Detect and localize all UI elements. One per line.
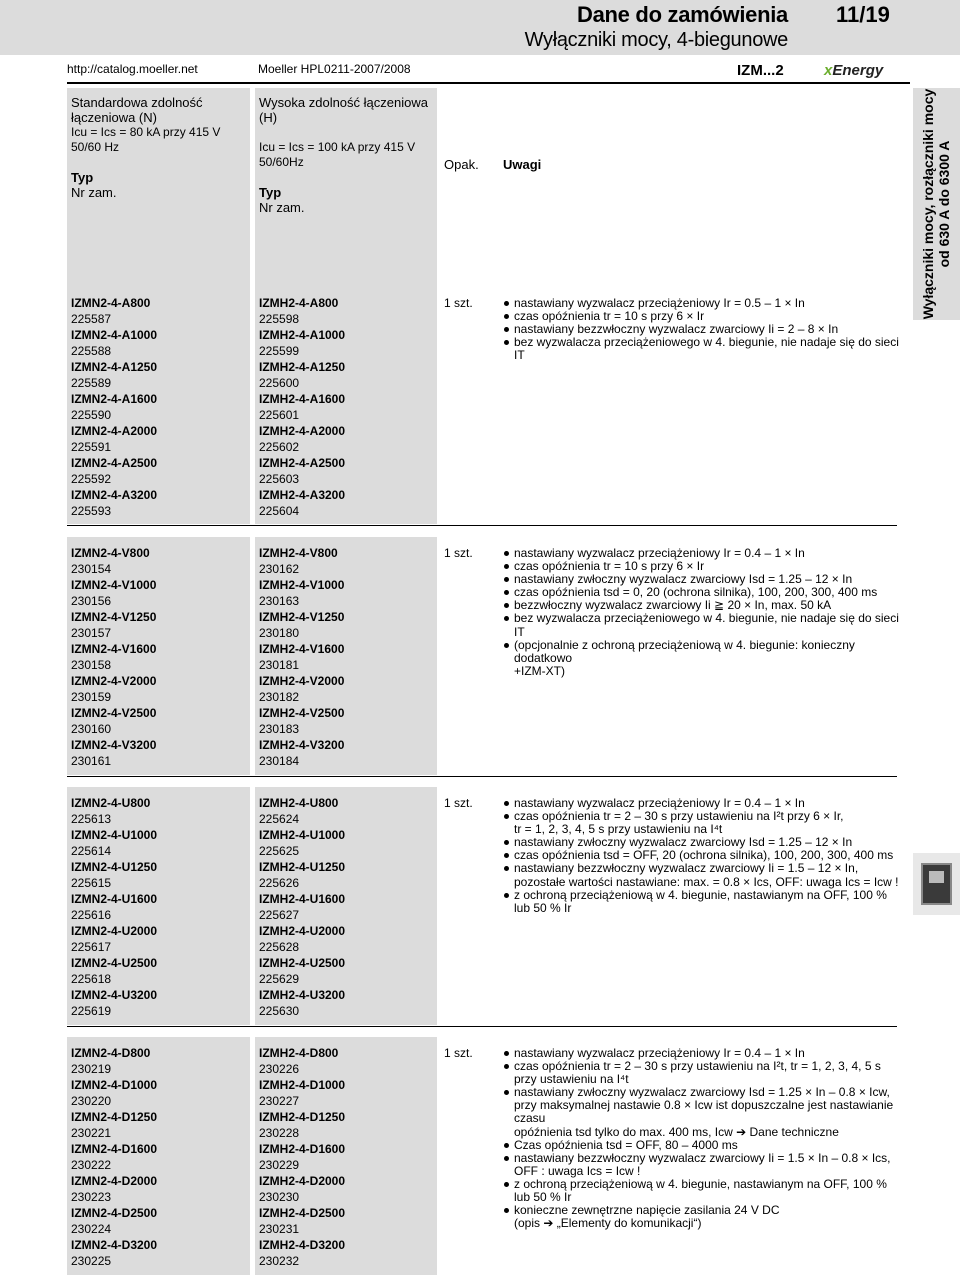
- product-type: IZMH2-4-V1250: [259, 610, 345, 624]
- list-item: [71, 1046, 251, 1077]
- order-number: 230219: [71, 1061, 112, 1076]
- order-number: 230180: [259, 625, 300, 640]
- order-number: 230232: [259, 1253, 300, 1268]
- product-type: IZMN2-4-V3200: [71, 738, 157, 752]
- product-type: IZMN2-4-A1250: [71, 360, 158, 374]
- product-type: IZMN2-4-A2500: [71, 456, 158, 470]
- note-item: tr = 1, 2, 3, 4, 5 s przy ustawieniu na I⁴t: [514, 822, 723, 837]
- list-item: [259, 456, 439, 487]
- page-title: Dane do zamówienia: [577, 2, 788, 27]
- list-item: [259, 578, 439, 609]
- package-quantity: 1 szt.: [444, 546, 473, 560]
- list-item: [259, 328, 439, 359]
- list-item: [71, 988, 251, 1019]
- standard-column-heading: Standardowa zdolność łączeniowa (N) Icu = Ics = 80 kA przy 415 V 50/60 Hz Typ Nr zam.: [71, 95, 221, 200]
- product-type: IZMN2-4-D1000: [71, 1078, 158, 1092]
- product-type: IZMN2-4-V2000: [71, 674, 157, 688]
- list-item: [71, 892, 251, 923]
- notes-list: [503, 1047, 903, 1230]
- product-type: IZMH2-4-U3200: [259, 988, 346, 1002]
- order-number: 225619: [71, 1003, 112, 1018]
- product-type: IZMN2-4-V1250: [71, 610, 157, 624]
- note-item: czas opóźnienia tsd = 0, 20 (ochrona silnika), 100, 200, 300, 400 ms: [503, 586, 903, 599]
- product-type: IZMH2-4-A3200: [259, 488, 346, 502]
- product-type: IZMH2-4-U800: [259, 796, 339, 810]
- order-number: 225598: [259, 311, 300, 326]
- note-item: Czas opóźnienia tsd = OFF, 80 – 4000 ms: [503, 1139, 903, 1152]
- order-number: 230163: [259, 593, 300, 608]
- order-number: 230229: [259, 1157, 300, 1172]
- page-subtitle: Wyłączniki mocy, 4-biegunowe: [524, 29, 788, 51]
- order-number: 225629: [259, 971, 300, 986]
- note-item: pozostałe wartości nastawiane: max. = 0.8 × Ics, OFF: uwaga Ics = Icw !: [514, 874, 899, 889]
- notes-list: [503, 797, 903, 915]
- list-item: [259, 1142, 439, 1173]
- order-number: 225628: [259, 939, 300, 954]
- order-number: 225625: [259, 843, 300, 858]
- note-item: czas opóźnienia tr = 2 – 30 s przy ustawieniu na I²t, tr = 1, 2, 3, 4, 5 s: [503, 1060, 903, 1073]
- list-item: [259, 360, 439, 391]
- order-number: 230223: [71, 1189, 112, 1204]
- product-type: IZMH2-4-A1250: [259, 360, 346, 374]
- list-item: [259, 296, 439, 327]
- list-item: [71, 1110, 251, 1141]
- product-type: IZMN2-4-V1600: [71, 642, 157, 656]
- note-item: nastawiany wyzwalacz przeciążeniowy Ir = 0.4 – 1 × In: [503, 547, 903, 560]
- note-item: (opis ➔ „Elementy do komunikacji“): [514, 1216, 702, 1231]
- product-type: IZMH2-4-A800: [259, 296, 339, 310]
- list-item: [71, 328, 251, 359]
- product-type: IZMH2-4-U1000: [259, 828, 346, 842]
- list-item: [259, 1078, 439, 1109]
- note-item: opóźnienia tsd tylko do max. 400 ms, Icw ➔ Dane techniczne: [514, 1124, 839, 1139]
- product-type: IZMN2-4-D3200: [71, 1238, 158, 1252]
- order-number: 225624: [259, 811, 300, 826]
- product-type: IZMH2-4-A1000: [259, 328, 346, 342]
- product-type: IZMH2-4-A2000: [259, 424, 346, 438]
- product-type: IZMN2-4-U800: [71, 796, 151, 810]
- product-type: IZMH2-4-D800: [259, 1046, 339, 1060]
- product-type: IZMN2-4-A3200: [71, 488, 158, 502]
- product-type: IZMH2-4-A2500: [259, 456, 346, 470]
- list-item: [71, 860, 251, 891]
- high-column-heading: Wysoka zdolność łączeniowa (H) Icu = Ics = 100 kA przy 415 V 50/60Hz Typ Nr zam.: [259, 95, 428, 215]
- order-number: 230228: [259, 1125, 300, 1140]
- list-item: [71, 924, 251, 955]
- note-item: konieczne zewnętrzne napięcie zasilania 24 V DC: [503, 1204, 903, 1217]
- list-item: [71, 1142, 251, 1173]
- product-type: IZMH2-4-D2500: [259, 1206, 346, 1220]
- list-item: [71, 1174, 251, 1205]
- product-type: IZMN2-4-U1250: [71, 860, 158, 874]
- note-item: bezzwłoczny wyzwalacz zwarciowy Ii ≧ 20 × In, max. 50 kA: [503, 599, 903, 612]
- order-number: 225616: [71, 907, 112, 922]
- notes-list: [503, 547, 903, 678]
- header-rule: [67, 82, 910, 84]
- side-category-label: Wyłączniki mocy, rozłączniki mocy od 630 A do 6300 A: [920, 88, 952, 320]
- note-item: przy maksymalnej nastawie 0.8 × Icw ist dopuszczalne jest nastawianie czasu: [514, 1098, 894, 1126]
- package-quantity: 1 szt.: [444, 296, 473, 310]
- list-item: [71, 642, 251, 673]
- product-type: IZMH2-4-U2000: [259, 924, 346, 938]
- order-number: 225599: [259, 343, 300, 358]
- list-item: [71, 1078, 251, 1109]
- notes-column-heading: Uwagi: [503, 157, 542, 172]
- order-number: 225591: [71, 439, 112, 454]
- list-item: [259, 988, 439, 1019]
- product-type: IZMN2-4-V2500: [71, 706, 157, 720]
- product-type: IZMN2-4-D2500: [71, 1206, 158, 1220]
- order-number: 225626: [259, 875, 300, 890]
- list-item: [71, 738, 251, 769]
- note-item: z ochroną przeciążeniową w 4. biegunie, nastawianym na OFF, 100 % lub 50 % Ir: [503, 1178, 903, 1204]
- order-number: 230221: [71, 1125, 112, 1140]
- list-item: [259, 796, 439, 827]
- order-number: 230227: [259, 1093, 300, 1108]
- order-number: 230230: [259, 1189, 300, 1204]
- high-product-list: [259, 1046, 439, 1270]
- product-type: IZMH2-4-D1600: [259, 1142, 346, 1156]
- order-number: 230162: [259, 561, 300, 576]
- high-product-list: [259, 796, 439, 1020]
- note-item: nastawiany bezzwłoczny wyzwalacz zwarciowy Ii = 1.5 – 12 × In,: [503, 862, 903, 875]
- list-item: [259, 706, 439, 737]
- package-column-heading: Opak.: [444, 157, 479, 172]
- list-item: [259, 828, 439, 859]
- package-quantity: 1 szt.: [444, 796, 473, 810]
- list-item: [259, 1046, 439, 1077]
- order-number: 230161: [71, 753, 112, 768]
- list-item: [71, 956, 251, 987]
- product-type: IZMN2-4-A800: [71, 296, 151, 310]
- list-item: [71, 1206, 251, 1237]
- header-bar: [0, 0, 960, 55]
- list-item: [71, 546, 251, 577]
- high-product-list: [259, 296, 439, 520]
- product-type: IZMN2-4-D800: [71, 1046, 151, 1060]
- order-number: 230222: [71, 1157, 112, 1172]
- product-type: IZMH2-4-V1600: [259, 642, 345, 656]
- product-type: IZMH2-4-A1600: [259, 392, 346, 406]
- order-number: 230231: [259, 1221, 300, 1236]
- order-number: 225618: [71, 971, 112, 986]
- product-type: IZMN2-4-D1250: [71, 1110, 158, 1124]
- order-number: 230157: [71, 625, 112, 640]
- order-number: 230183: [259, 721, 300, 736]
- order-number: 225627: [259, 907, 300, 922]
- package-quantity: 1 szt.: [444, 1046, 473, 1060]
- list-item: [259, 674, 439, 705]
- product-type: IZMN2-4-D2000: [71, 1174, 158, 1188]
- note-item: bez wyzwalacza przeciążeniowego w 4. biegunie, nie nadaje się do sieci IT: [503, 336, 903, 362]
- breaker-thumbnail-image: [913, 853, 960, 915]
- section-rule-3: [67, 1026, 897, 1027]
- order-number: 225602: [259, 439, 300, 454]
- order-number: 225592: [71, 471, 112, 486]
- list-item: [71, 1238, 251, 1269]
- note-item: czas opóźnienia tsd = OFF, 20 (ochrona silnika), 100, 200, 300, 400 ms: [503, 849, 903, 862]
- note-item: nastawiany wyzwalacz przeciążeniowy Ir = 0.4 – 1 × In: [503, 1047, 903, 1060]
- standard-product-list: [71, 546, 251, 770]
- order-number: 230226: [259, 1061, 300, 1076]
- product-type: IZMN2-4-A1000: [71, 328, 158, 342]
- list-item: [71, 392, 251, 423]
- section-rule-1: [67, 525, 897, 526]
- list-item: [259, 1238, 439, 1269]
- product-type: IZMH2-4-U1250: [259, 860, 346, 874]
- product-type: IZMH2-4-D1250: [259, 1110, 346, 1124]
- order-number: 230220: [71, 1093, 112, 1108]
- order-number: 225603: [259, 471, 300, 486]
- product-type: IZMN2-4-U3200: [71, 988, 158, 1002]
- list-item: [259, 1110, 439, 1141]
- order-number: 225614: [71, 843, 112, 858]
- order-number: 230159: [71, 689, 112, 704]
- note-item: nastawiany zwłoczny wyzwalacz zwarciowy Isd = 1.25 – 12 × In: [503, 573, 903, 586]
- note-item: czas opóźnienia tr = 10 s przy 6 × Ir: [503, 310, 903, 323]
- list-item: [71, 828, 251, 859]
- list-item: [71, 706, 251, 737]
- order-number: 225615: [71, 875, 112, 890]
- note-item: (opcjonalnie z ochroną przeciążeniową w 4. biegunie: konieczny dodatkowo: [503, 639, 903, 665]
- notes-list: [503, 297, 903, 362]
- order-number: 230158: [71, 657, 112, 672]
- product-type: IZMH2-4-V2000: [259, 674, 345, 688]
- note-item: z ochroną przeciążeniową w 4. biegunie, nastawianym na OFF, 100 % lub 50 % Ir: [503, 889, 903, 915]
- list-item: [259, 1174, 439, 1205]
- product-type: IZMH2-4-D2000: [259, 1174, 346, 1188]
- order-number: 225590: [71, 407, 112, 422]
- order-number: 230225: [71, 1253, 112, 1268]
- note-item: nastawiany zwłoczny wyzwalacz zwarciowy Isd = 1.25 × In – 0.8 × Icw,: [503, 1086, 903, 1099]
- order-number: 225587: [71, 311, 112, 326]
- list-item: [259, 546, 439, 577]
- product-type: IZMN2-4-D1600: [71, 1142, 158, 1156]
- section-rule-2: [67, 776, 897, 777]
- document-reference: Moeller HPL0211-2007/2008: [258, 62, 411, 76]
- standard-product-list: [71, 1046, 251, 1270]
- list-item: [71, 296, 251, 327]
- note-item: przy ustawieniu na I⁴t: [514, 1072, 629, 1087]
- note-item: nastawiany zwłoczny wyzwalacz zwarciowy Isd = 1.25 – 12 × In: [503, 836, 903, 849]
- product-type: IZMH2-4-V800: [259, 546, 338, 560]
- order-number: 230182: [259, 689, 300, 704]
- list-item: [71, 674, 251, 705]
- product-type: IZMH2-4-V2500: [259, 706, 345, 720]
- high-product-list: [259, 546, 439, 770]
- product-code: IZM...2: [737, 62, 784, 79]
- product-type: IZMN2-4-U1000: [71, 828, 158, 842]
- product-type: IZMN2-4-U1600: [71, 892, 158, 906]
- list-item: [259, 392, 439, 423]
- product-type: IZMN2-4-V800: [71, 546, 150, 560]
- note-item: OFF : uwaga Ics = Icw !: [514, 1163, 641, 1178]
- list-item: [259, 956, 439, 987]
- list-item: [71, 424, 251, 455]
- standard-product-list: [71, 796, 251, 1020]
- order-number: 230154: [71, 561, 112, 576]
- list-item: [71, 610, 251, 641]
- product-type: IZMN2-4-V1000: [71, 578, 157, 592]
- product-type: IZMH2-4-V3200: [259, 738, 345, 752]
- order-number: 225613: [71, 811, 112, 826]
- order-number: 225600: [259, 375, 300, 390]
- list-item: [259, 642, 439, 673]
- list-item: [259, 924, 439, 955]
- note-item: nastawiany bezzwłoczny wyzwalacz zwarciowy Ii = 2 – 8 × In: [503, 323, 903, 336]
- note-item: nastawiany bezzwłoczny wyzwalacz zwarciowy Ii = 1.5 × In – 0.8 × Ics,: [503, 1152, 903, 1165]
- list-item: [259, 892, 439, 923]
- order-number: 225588: [71, 343, 112, 358]
- product-type: IZMH2-4-V1000: [259, 578, 345, 592]
- order-number: 230184: [259, 753, 300, 768]
- order-number: 230224: [71, 1221, 112, 1236]
- product-type: IZMN2-4-A2000: [71, 424, 158, 438]
- list-item: [259, 860, 439, 891]
- order-number: 225601: [259, 407, 300, 422]
- list-item: [71, 578, 251, 609]
- list-item: [259, 1206, 439, 1237]
- product-type: IZMN2-4-U2500: [71, 956, 158, 970]
- order-number: 225589: [71, 375, 112, 390]
- order-number: 225630: [259, 1003, 300, 1018]
- note-item: czas opóźnienia tr = 10 s przy 6 × Ir: [503, 560, 903, 573]
- product-type: IZMN2-4-A1600: [71, 392, 158, 406]
- list-item: [71, 456, 251, 487]
- order-number: 225604: [259, 503, 300, 518]
- list-item: [259, 610, 439, 641]
- standard-product-list: [71, 296, 251, 520]
- note-item: nastawiany wyzwalacz przeciążeniowy Ir = 0.5 – 1 × In: [503, 297, 903, 310]
- product-type: IZMH2-4-U2500: [259, 956, 346, 970]
- product-type: IZMN2-4-U2000: [71, 924, 158, 938]
- note-item: +IZM-XT): [514, 663, 565, 678]
- order-number: 230160: [71, 721, 112, 736]
- note-item: czas opóźnienia tr = 2 – 30 s przy ustawieniu na I²t przy 6 × Ir,: [503, 810, 903, 823]
- product-type: IZMH2-4-D1000: [259, 1078, 346, 1092]
- product-type: IZMH2-4-U1600: [259, 892, 346, 906]
- list-item: [71, 360, 251, 391]
- order-number: 225593: [71, 503, 112, 518]
- list-item: [71, 488, 251, 519]
- order-number: 230156: [71, 593, 112, 608]
- order-number: 225617: [71, 939, 112, 954]
- list-item: [259, 738, 439, 769]
- list-item: [259, 488, 439, 519]
- page-number: 11/19: [836, 2, 890, 27]
- product-type: IZMH2-4-D3200: [259, 1238, 346, 1252]
- note-item: nastawiany wyzwalacz przeciążeniowy Ir = 0.4 – 1 × In: [503, 797, 903, 810]
- order-number: 230181: [259, 657, 300, 672]
- note-item: bez wyzwalacza przeciążeniowego w 4. biegunie, nie nadaje się do sieci IT: [503, 612, 903, 638]
- catalog-url-link[interactable]: http://catalog.moeller.net: [67, 62, 198, 76]
- xenergy-logo: xEnergy: [824, 62, 884, 79]
- list-item: [259, 424, 439, 455]
- list-item: [71, 796, 251, 827]
